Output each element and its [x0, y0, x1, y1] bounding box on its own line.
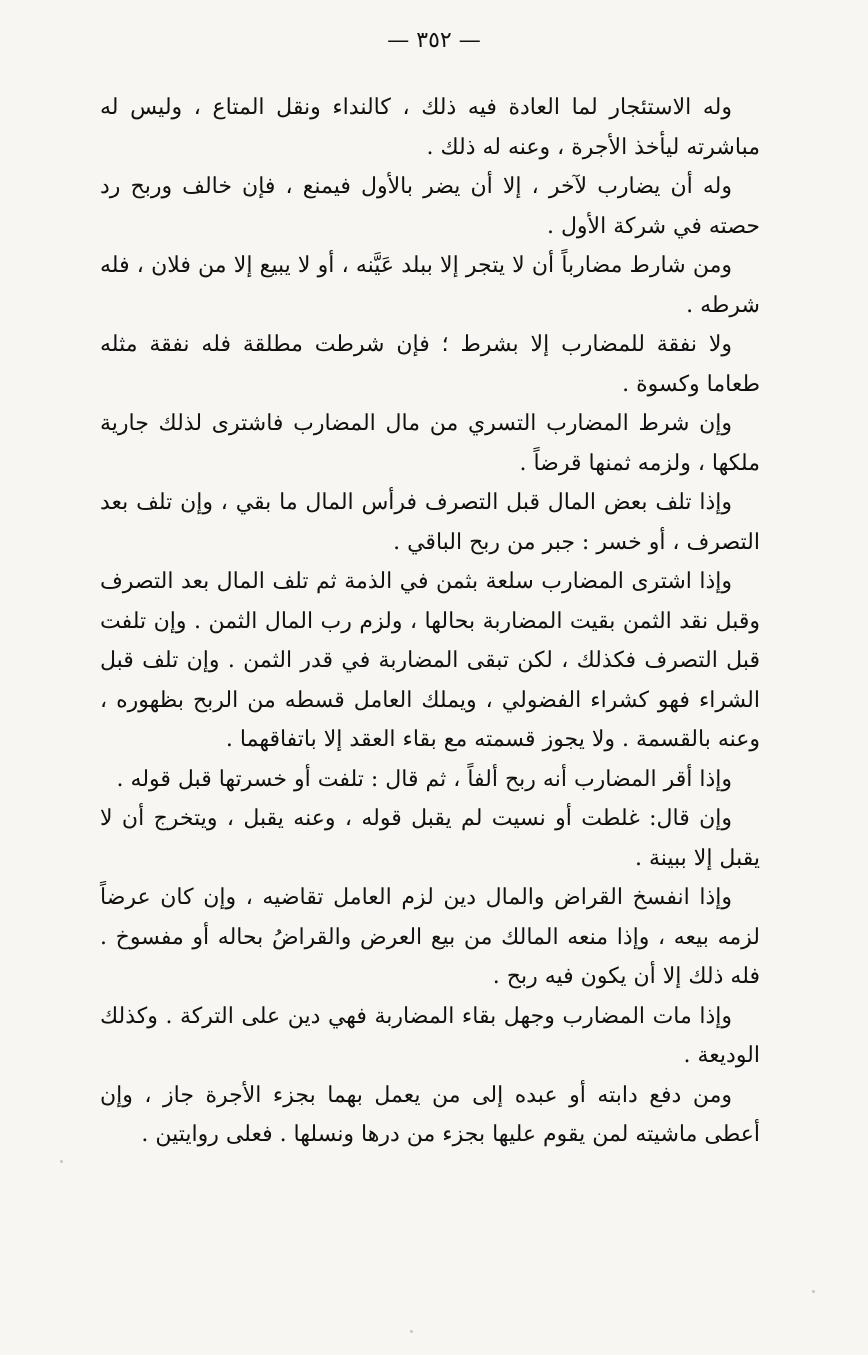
scan-speck — [60, 1160, 63, 1163]
paragraph-9: وإن قال: غلطت أو نسيت لم يقبل قوله ، وعنه يقبل ، ويتخرج أن لا يقبل إلا ببينة . — [100, 806, 760, 871]
scan-speck — [410, 1330, 413, 1333]
paragraph-8: وإذا أقر المضارب أنه ربح ألفاً ، ثم قال : تلفت أو خسرتها قبل قوله . — [116, 766, 732, 792]
page-body — [100, 88, 760, 1155]
paragraph-11: وإذا مات المضارب وجهل بقاء المضاربة فهي دين على التركة . وكذلك الوديعة . — [100, 1003, 760, 1068]
paragraph-1: وله الاستئجار لما العادة فيه ذلك ، كالنداء ونقل المتاع ، وليس له مباشرته ليأخذ الأجرة ، وعنه له ذلك . — [100, 95, 760, 160]
paragraph-3: ومن شارط مضارباً أن لا يتجر إلا ببلد عَيَّنه ، أو لا يبيع إلا من فلان ، فله شرطه . — [100, 253, 760, 318]
paragraph-6: وإذا تلف بعض المال قبل التصرف فرأس المال ما بقي ، وإن تلف بعد التصرف ، أو خسر : جبر من ربح الباقي . — [100, 490, 760, 555]
paragraph-4: ولا نفقة للمضارب إلا بشرط ؛ فإن شرطت مطلقة فله نفقة مثله طعاما وكسوة . — [100, 332, 760, 397]
paragraph-12: ومن دفع دابته أو عبده إلى من يعمل بهما بجزء الأجرة جاز ، وإن أعطى ماشيته لمن يقوم عليها بجزء من درها ونسلها . فعلى روايتين . — [100, 1082, 760, 1147]
scan-speck — [812, 1290, 815, 1293]
paragraph-2: وله أن يضارب لآخر ، إلا أن يضر بالأول فيمنع ، فإن خالف وربح رد حصته في شركة الأول . — [100, 174, 760, 239]
paragraph-5: وإن شرط المضارب التسري من مال المضارب فاشترى لذلك جارية ملكها ، ولزمه ثمنها قرضاً . — [100, 411, 760, 476]
paragraph-7: وإذا اشترى المضارب سلعة بثمن في الذمة ثم تلف المال بعد التصرف وقبل نقد الثمن بقيت المضاربة بحالها ، ولزم رب المال الثمن . وإن تلفت قبل التصرف فكذلك ، لكن تبقى المضاربة في قدر الثمن . وإن تلف قبل الشراء فهو كشراء الفضولي ، ويملك العامل قسطه من الربح بظهوره ، وعنه بالقسمة . ولا يجوز قسمته مع بقاء العقد إلا باتفاقهما . — [100, 569, 760, 752]
paragraph-10: وإذا انفسخ القراض والمال دين لزم العامل تقاضيه ، وإن كان عرضاً لزمه بيعه ، وإذا منعه المالك من بيع العرض والقراضُ بحاله أو مفسوخ . فله ذلك إلا أن يكون فيه ربح . — [100, 885, 760, 989]
page-number: — ٣٥٢ — — [387, 28, 481, 53]
